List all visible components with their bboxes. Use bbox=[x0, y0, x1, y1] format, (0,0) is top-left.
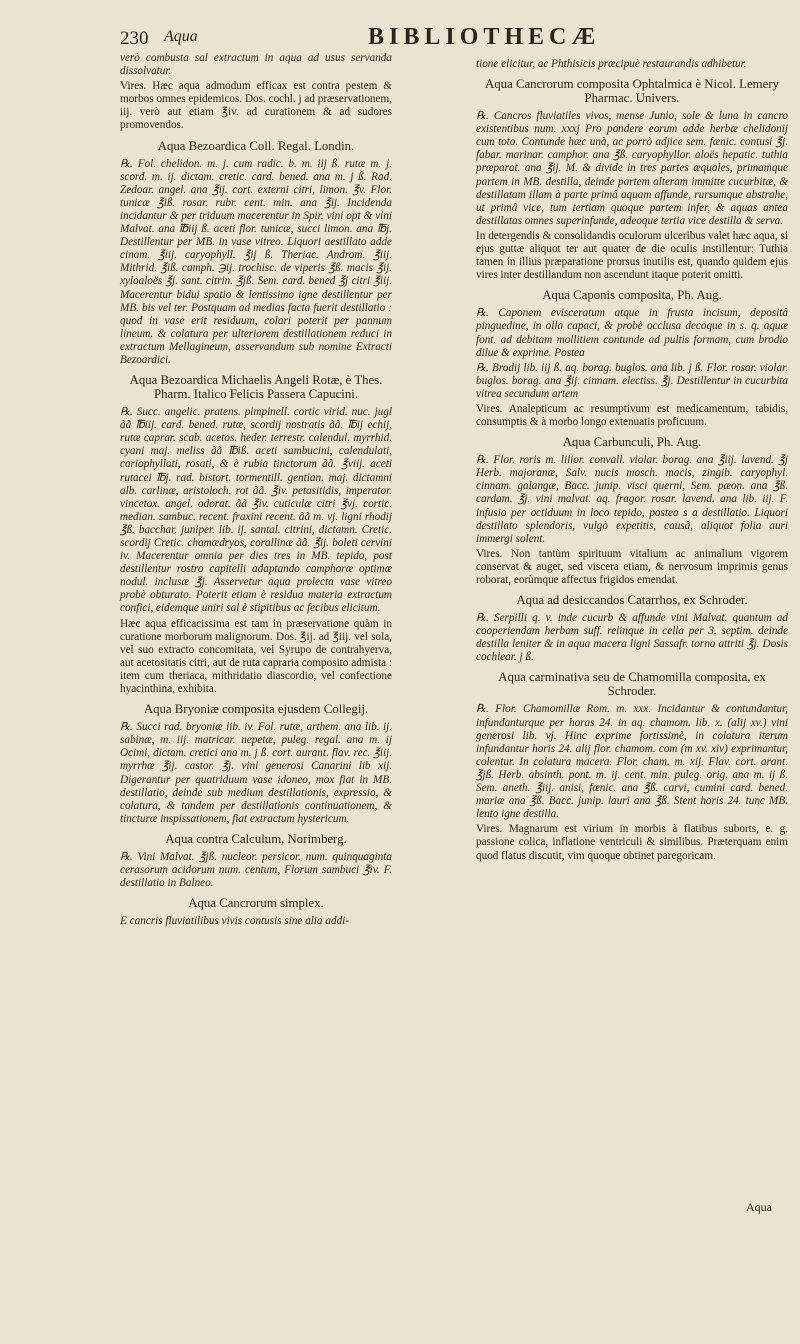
paragraph: Vires. Magnarum est virium in morbis à flatibus suborts, e. g. passione colica, inflatione ventriculi & similibus. Præterquam enim quod flatus discutit, vim quoque obtinet paregoricam. bbox=[476, 823, 788, 862]
section-heading: Aqua Bezoardica Coll. Regal. Londin. bbox=[157, 138, 355, 153]
paragraph: In detergendis & consolidandis oculorum ulceribus valet hæc aqua, si ejus guttæ aliquot ter aut quater de die oculis instillentur: Tuthia tamen in illius præparatione prorsus inutilis est, quando quidem ejus vires inter destillandum non ascendunt itaque poterit omitti. bbox=[476, 229, 788, 282]
paragraph: Vires. Non tantùm spirituum vitalium ac animalium vigorem conservat & auget, sed viscera etiam, & nervosum imprimis genus roborat, eorùmque affectus frigidos emendat. bbox=[476, 547, 788, 586]
running-title: BIBLIOTHECÆ bbox=[368, 24, 601, 50]
paragraph: ℞. Flor. Chamomillæ Rom. m. xxx. Incidantur & contundantur, infundanturque per horas 24. in aq. chamom. lib. x. (alij xv.) vini generosi lib. vj. Hinc exprime fortissimè, in colatura iterum infundantur horis 24. alij flor. chamom. com (m xv. xiv) exprimantur, colentur. In colatura macera. Flor. cham. m. xij. Flav. cort. arant. ℥jß. Herb. absinth. pont. m. ij. cent. min. puleg. orig. ana m. ij ß. Sem. aneth. ℥iij. anisi, fœnic. ana ℥ß. carvi, cumini card. bened. mariæ ana ℥ß. Bacc. junip. lauri ana ℥ß. Stent horis 24. tunc MB. lento igne destilla. bbox=[476, 703, 788, 821]
paragraph: Vires. Analepticum ac resumptivum est medicamentum, tabidis, consumptis & à morbo longo extenuatis proficuum. bbox=[476, 402, 788, 429]
paragraph: Hæc aqua efficacissima est tam in præservatione quàm in curatione morborum malignorum. Dos. ℥ij. ad ℥iij. vel sola, vel suo extracto concomitata, vel Syrupo de contrahyerva, aut acetositatis citri, aut de ruta capraria composito admista : item cum theriaca, mithridatio diascordio, vel confectione hyacinthina, exhibita. bbox=[120, 617, 392, 696]
section-heading: Aqua carminativa seu de Chamomilla composita, ex Schroder. bbox=[498, 670, 766, 699]
paragraph: ℞. Cancros fluviatiles vivos, mense Junio, sole & luna in cancro existentibus num. xxxj Pro pondere eorum adde herbæ chelidonij cum toto. Contunde hæc unà, ac porrò adjice sem. fænic. contusi ℥j. fabar. marinar. camphor. ana ℥ß. caryophyllor. aloës hepatic. tuthia præparat. ana ℥ij. M. & divide in tres partes æquales, primamque partem in MB. destilla, deinde partem alteram immitte cucurbitæ, & destillatam illam à parte primâ aquam affunde, rursumque abstrahe, ut primâ vice, tum tertiam quoque partem infer, & aquas antea destillatas omnes superinfunde, adeoque tertia vice destilla & serva. bbox=[476, 110, 788, 227]
section-heading: Aqua ad desiccandos Catarrhos, ex Schroder. bbox=[516, 593, 748, 608]
paragraph: ℞. Succi rad. bryoniæ lib. iv. Fol. rutæ, arthem. ana lib. ij. sabinæ, m. iij. matricar. nepetæ, puleg. regal. ana m. ij Ocimi, dictam. cretici ana m. j ß. cort. aurant. flav. rec. ℥iij. myrrhæ ℥ij. castor. ℥j. vini generosi Canarini lib xij. Digerantur per quatriduum vase idoneo, mox fiat in MB. destillatio, deinde sub medium destillationis, expressio, & colatura, & tandem per destillationis continuationem, & tincturæ inspissationem, fiat extractum hystericum. bbox=[120, 721, 392, 825]
right-column bbox=[476, 58, 788, 865]
paragraph: ℞. Brodij lib. iij ß. aq. borag. buglos. ana lib. j ß. Flor. rosar. violar. buglos. borag. ana ℥ij. cinnam. electiss. ℥j. Destillentur in cucurbita vitrea secundum artem bbox=[476, 361, 788, 400]
page-number: 230 bbox=[120, 28, 149, 49]
left-column bbox=[120, 52, 392, 930]
section-heading: Aqua Bezoardica Michaelis Angeli Rotæ, è Thes. Pharm. Italico Felicis Passera Capucini. bbox=[129, 373, 383, 402]
section-heading: Aqua Caponis composita, Ph. Aug. bbox=[542, 288, 722, 303]
section-heading: Aqua Bryoniæ composita ejusdem Collegij. bbox=[143, 702, 369, 717]
paragraph: Vires. Hæc aqua admodum efficax est contra pestem & morbos omnes epidemicos. Dos. cochl. j ad præservationem, iij. verò aut etiam ℥iv. ad curationem & ad sudores promovendos. bbox=[120, 80, 392, 132]
running-word: Aqua bbox=[164, 28, 198, 45]
section-heading: Aqua contra Calculum, Norimberg. bbox=[165, 831, 347, 846]
paragraph: ℞. Flor. roris m. lilior. convall. violar. borag. ana ℥iij. lavend. ℥j Herb. majoranæ, Salv. nucis mosch. macis, zingib. caryophyl. cinnam. galangæ, Bacc. junip. visci querni, Sem. pæon. ana ℥ß. cardam. ℥j. vini malvat. aq. fragor. rosar. lavend. ana lib. iij. F. infusio per octiduum in loco tepido, postea s a destillatio. Liquori destillato splendoris, vulgò expetitis, causâ, aliquot folia auri immergi solent. bbox=[476, 454, 788, 545]
paragraph: ℞. Caponem evisceratum atque in frusta incisum, depositâ pinguedine, in olla capaci, & probè occlusa decoque in s. q. aquæ font. ad debitam mollitiem contunde ad pultis formam, cum brodio dilue & exprime. Postea bbox=[476, 307, 788, 359]
section-heading: Aqua Carbunculi, Ph. Aug. bbox=[562, 435, 702, 450]
paragraph: ℞. Vini Malvat. ℥jß. nucleor. persicor. num. quinquaginta cerasorum acidorum num. centum, Florum sambuci ℥iv. F. destillatio in Balneo. bbox=[120, 850, 392, 890]
section-heading: Aqua Cancrorum composita Ophtalmica è Nicol. Lemery Pharmac. Univers. bbox=[485, 77, 779, 106]
catchword: Aqua bbox=[746, 1200, 772, 1214]
paragraph: E cancris fluviatilibus vivis contusis sine alia addi- bbox=[120, 915, 350, 928]
paragraph: ℞. Succ. angelic. pratens. pimpinell. cortic virid. nuc. jugl ãã ℔iij. card. bened. rutæ, scordij nostratis ãã. ℔ij echij, rutæ caprar. scab. acetos. heder. terrestr. calendul. myrrhid. cyani maj. meliss ãã ℔iß. aceti sambucini, calendulati, cariophyllati, rosati, & è rubia tinctorum ãã. ℥viij. aceti rutacei ℔j. rad. bistort. tormentill. gentian. maj. dictamni alb. carlinæ, aristoloch. rot ãã. ℥iv. petasitidis, imperator. vincetox. angel. odorat. ãã ℥iv. cuticulæ citri ℥vj. cortic. median. sambuc. recent. fraxini recent. ãã m. vj. ligni rhodij ℥ß. bacchar. juniper. lib. ij. santal. citrini, dictamn. Cretic. scordij Cretic. chamædryos, corallinæ ãã. ℥ij. boleti cervini iv. Macerentur omnia per dies tres in MB. tepido, post destillentur rostro capitelli adaptando camphoræ optimæ nodul. inclusæ ℥j. Asservetur aqua prolecta vase vitreo probè obturato. Poterit etiam è residua materia extractum confici, eidemque uniri sal è stipitibus ac fecibus elicitum. bbox=[120, 406, 392, 615]
paragraph: ℞. Serpilli q. v. inde cucurb & affunde vini Malvat. quantum ad cooperiendam herbam suff. relinque in cella per 3. septim. deinde destilla leniter & in aqua macera ligni Sassafr. torno attriti ℥j. Dosis cochlear. j ß. bbox=[476, 612, 788, 664]
paragraph: tione elicitur, ac Phthisicis præcipuè restaurandis adhibetur. bbox=[476, 58, 747, 70]
running-header bbox=[120, 22, 780, 52]
paragraph: ℞. Fol. chelidon. m. j. cum radic. b. m. iij ß. rutæ m. j. scord. m. ij. dictam. cretic. card. bened. ana m. j ß. Rad. Zedoar. angel. ana ℥ij. cort. externi citri, limon. ℥v. Flor. tunicæ ℥iß. rosar. rubr. cent. min. ana ℥ij. Incidenda incidantur & per triduum macerentur in Spir. vini opt & vini Malvat. ana ℔iij ß. aceti flor. tunicæ, succi limon. ana ℔j. Destillentur per MB. in vase vitreo. Liquori aestillato adde cinam. ℥iij. caryophyll. ℥ij ß. Theriac. Androm. ℥iij. Mithrid. ℥iß. camph. ℈ij. trochisc. de viperis ℥ß. macis ℥ij. xyloaloës ℥j. sant. citrin. ℥jß. Sem. card. bened ℥j citri ℥iij. Macerentur bidui spatio & lentissimo igne destillentur per MB. bis vel ter. Postquam ad medias facta fuerit destillatio : quod in vase erit residuum, colari poterit per pannum lineum. & colatura per ulteriorem destillationem reduci in extractum Mellagineum, asservandum sub nomine Extracti Bezoardici. bbox=[120, 157, 392, 366]
section-heading: Aqua Cancrorum simplex. bbox=[188, 896, 324, 911]
paragraph: verò combusta sal extractum in aqua ad usus servanda dissolvatur. bbox=[120, 52, 392, 78]
